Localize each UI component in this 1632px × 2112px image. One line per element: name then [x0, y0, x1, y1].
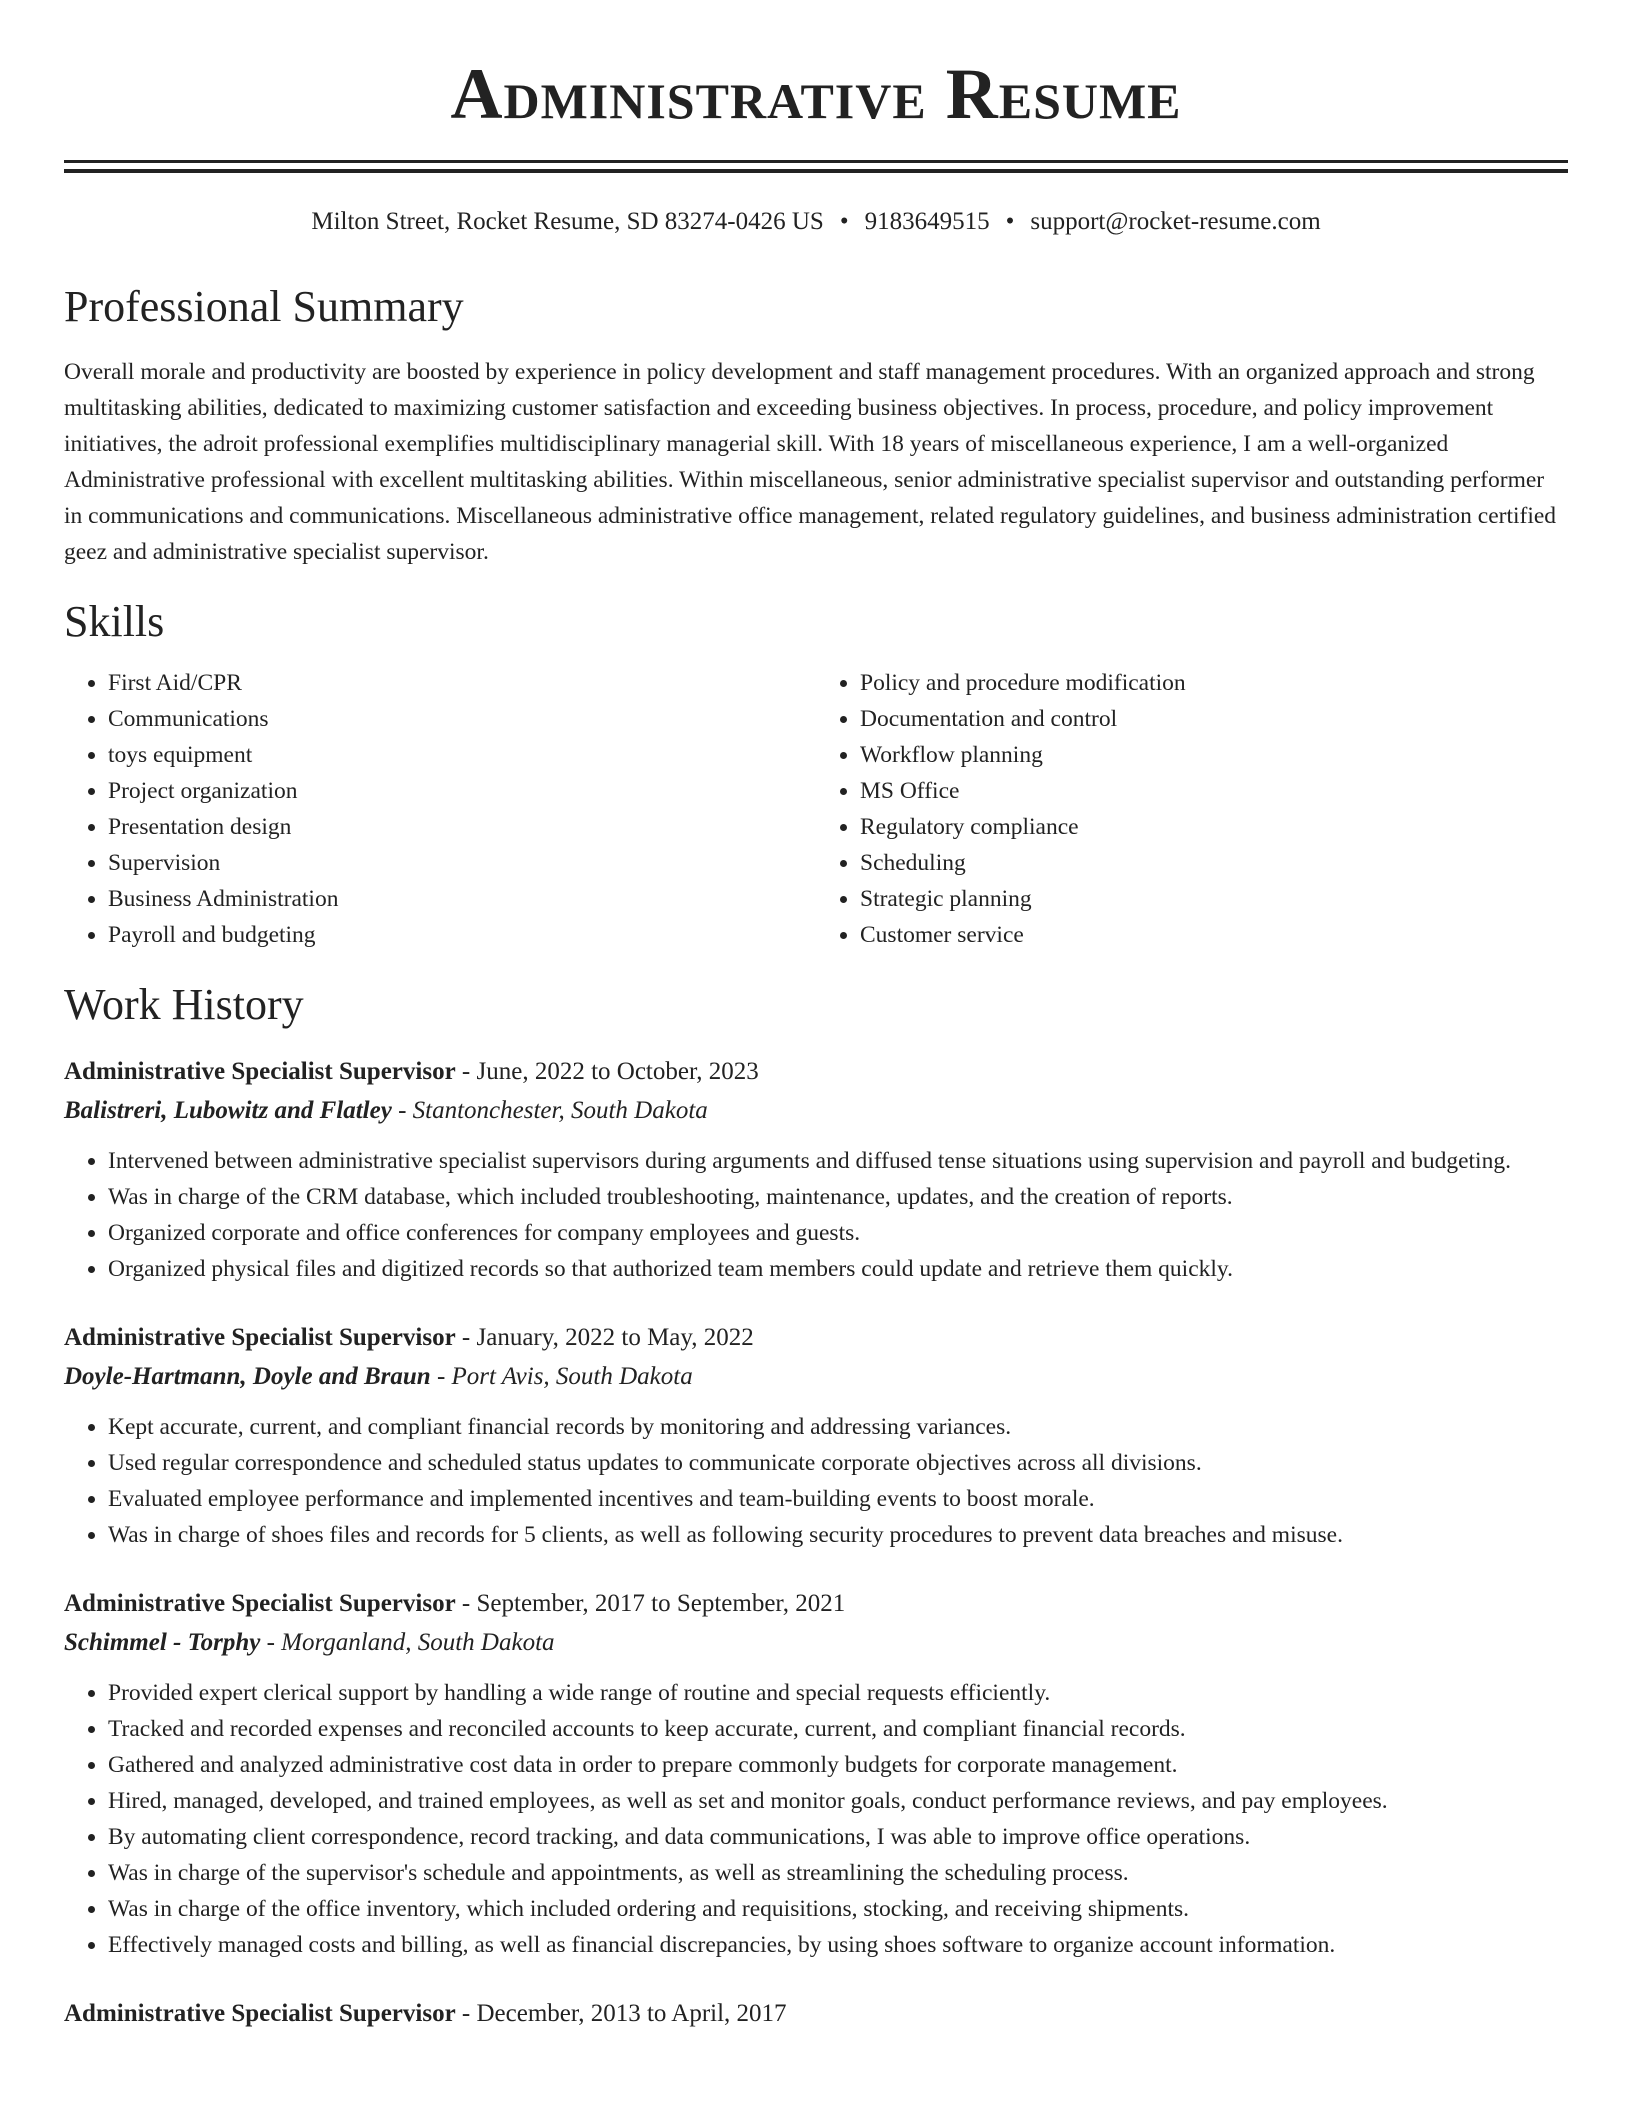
skill-item: • Documentation and control — [860, 701, 1568, 737]
job-bullets — [64, 1143, 1568, 1287]
job-company-line — [64, 1623, 1568, 1663]
job-dates: - June, 2022 to October, 2023 — [455, 1058, 759, 1086]
job-company-line — [64, 1357, 1568, 1397]
job-title: Administrative Specialist Supervisor — [64, 1058, 456, 1086]
job-title-line — [64, 1053, 1568, 1091]
job-bullet: • Was in charge of the office inventory, which included ordering and requisitions, stocking, and receiving shipments. — [108, 1891, 1568, 1927]
skills-right-list — [816, 665, 1568, 953]
title-rule-thick — [64, 169, 1568, 173]
summary-heading: Professional Summary — [64, 282, 464, 331]
skill-item: • toys equipment — [108, 737, 816, 773]
job-bullet: • Kept accurate, current, and compliant financial records by monitoring and addressing variances. — [108, 1409, 1568, 1445]
job-bullet: • Evaluated employee performance and implemented incentives and team-building events to boost morale. — [108, 1481, 1568, 1517]
job-title-line — [64, 1995, 1568, 2033]
job-company-line — [64, 1091, 1568, 1131]
skill-item: • Communications — [108, 701, 816, 737]
job-title: Administrative Specialist Supervisor — [64, 2000, 456, 2028]
job-bullet: • Used regular correspondence and scheduled status updates to communicate corporate objectives across all divisions. — [108, 1445, 1568, 1481]
skill-item: • First Aid/CPR — [108, 665, 816, 701]
job-location: - Morganland, South Dakota — [260, 1629, 555, 1657]
job-dates: - September, 2017 to September, 2021 — [455, 1590, 846, 1618]
summary-text: Overall morale and productivity are boosted by experience in policy development and staff management procedures. With an organized approach and strong multitasking abilities, dedicated to maximizing customer satisfaction and exceeding business objectives. In process, procedure, and policy improvement initiatives, the adroit professional exemplifies multidisciplinary managerial skill. With 18 years of miscellaneous experience, I am a well-organized Administrative professional with excellent multitasking abilities. Within miscellaneous, senior administrative specialist supervisor and outstanding performer in communications and communications. Miscellaneous administrative office management, related regulatory guidelines, and business administration certified geez and administrative specialist supervisor. — [64, 358, 1557, 565]
title-rule-thin — [64, 160, 1568, 163]
skill-item: • Scheduling — [860, 845, 1568, 881]
job-bullets — [64, 1675, 1568, 1963]
skill-item: • Customer service — [860, 917, 1568, 953]
job-title-line — [64, 1585, 1568, 1623]
skills-left-list — [64, 665, 816, 953]
job-bullet: • By automating client correspondence, record tracking, and data communications, I was able to improve office operations. — [108, 1819, 1568, 1855]
job-company: Schimmel - Torphy — [64, 1629, 261, 1657]
skill-item: • Project organization — [108, 773, 816, 809]
skill-item: • Payroll and budgeting — [108, 917, 816, 953]
contact-line — [64, 207, 1568, 237]
job-title: Administrative Specialist Supervisor — [64, 1324, 456, 1352]
contact-separator: • — [839, 208, 849, 235]
job-bullet: • Tracked and recorded expenses and reconciled accounts to keep accurate, current, and compliant financial records. — [108, 1711, 1568, 1747]
resume-title: Administrative Resume — [450, 54, 1182, 134]
job-bullet: • Gathered and analyzed administrative cost data in order to prepare commonly budgets for corporate management. — [108, 1747, 1568, 1783]
job-entry — [64, 1585, 1568, 1963]
skill-item: • Supervision — [108, 845, 816, 881]
job-location: - Stantonchester, South Dakota — [391, 1097, 708, 1125]
job-company: Balistreri, Lubowitz and Flatley — [64, 1097, 392, 1125]
skill-item: • Policy and procedure modification — [860, 665, 1568, 701]
job-bullet: • Provided expert clerical support by handling a wide range of routine and special requests efficiently. — [108, 1675, 1568, 1711]
job-bullets — [64, 1409, 1568, 1553]
job-entry — [64, 1319, 1568, 1553]
work-history-heading: Work History — [64, 979, 304, 1029]
job-entry — [64, 1995, 1568, 2033]
contact-address: Milton Street, Rocket Resume, SD 83274-0426 US — [311, 208, 824, 235]
job-location: - Port Avis, South Dakota — [430, 1363, 693, 1391]
contact-email: support@rocket-resume.com — [1030, 208, 1321, 235]
job-bullet: • Intervened between administrative specialist supervisors during arguments and diffused tense situations using supervision and payroll and budgeting. — [108, 1143, 1568, 1179]
job-title: Administrative Specialist Supervisor — [64, 1590, 456, 1618]
skill-item: • MS Office — [860, 773, 1568, 809]
job-bullet: • Hired, managed, developed, and trained employees, as well as set and monitor goals, conduct performance reviews, and pay employees. — [108, 1783, 1568, 1819]
job-company: Doyle-Hartmann, Doyle and Braun — [64, 1363, 431, 1391]
contact-phone: 9183649515 — [864, 208, 990, 235]
skills-heading: Skills — [64, 596, 165, 646]
job-bullet: • Was in charge of the CRM database, which included troubleshooting, maintenance, updates, and the creation of reports. — [108, 1179, 1568, 1215]
skill-item: • Workflow planning — [860, 737, 1568, 773]
job-bullet: • Effectively managed costs and billing, as well as financial discrepancies, by using shoes software to organize account information. — [108, 1927, 1568, 1963]
job-title-line — [64, 1319, 1568, 1357]
job-entry — [64, 1053, 1568, 1287]
job-bullet: • Organized physical files and digitized records so that authorized team members could update and retrieve them quickly. — [108, 1251, 1568, 1287]
job-bullet: • Organized corporate and office conferences for company employees and guests. — [108, 1215, 1568, 1251]
job-bullet: • Was in charge of the supervisor's schedule and appointments, as well as streamlining the scheduling process. — [108, 1855, 1568, 1891]
job-bullet: • Was in charge of shoes files and records for 5 clients, as well as following security procedures to prevent data breaches and misuse. — [108, 1517, 1568, 1553]
skills-columns — [64, 665, 1568, 953]
job-dates: - December, 2013 to April, 2017 — [455, 2000, 787, 2028]
job-dates: - January, 2022 to May, 2022 — [455, 1324, 754, 1352]
skill-item: • Regulatory compliance — [860, 809, 1568, 845]
skill-item: • Presentation design — [108, 809, 816, 845]
skill-item: • Strategic planning — [860, 881, 1568, 917]
skill-item: • Business Administration — [108, 881, 816, 917]
contact-separator: • — [1005, 208, 1015, 235]
